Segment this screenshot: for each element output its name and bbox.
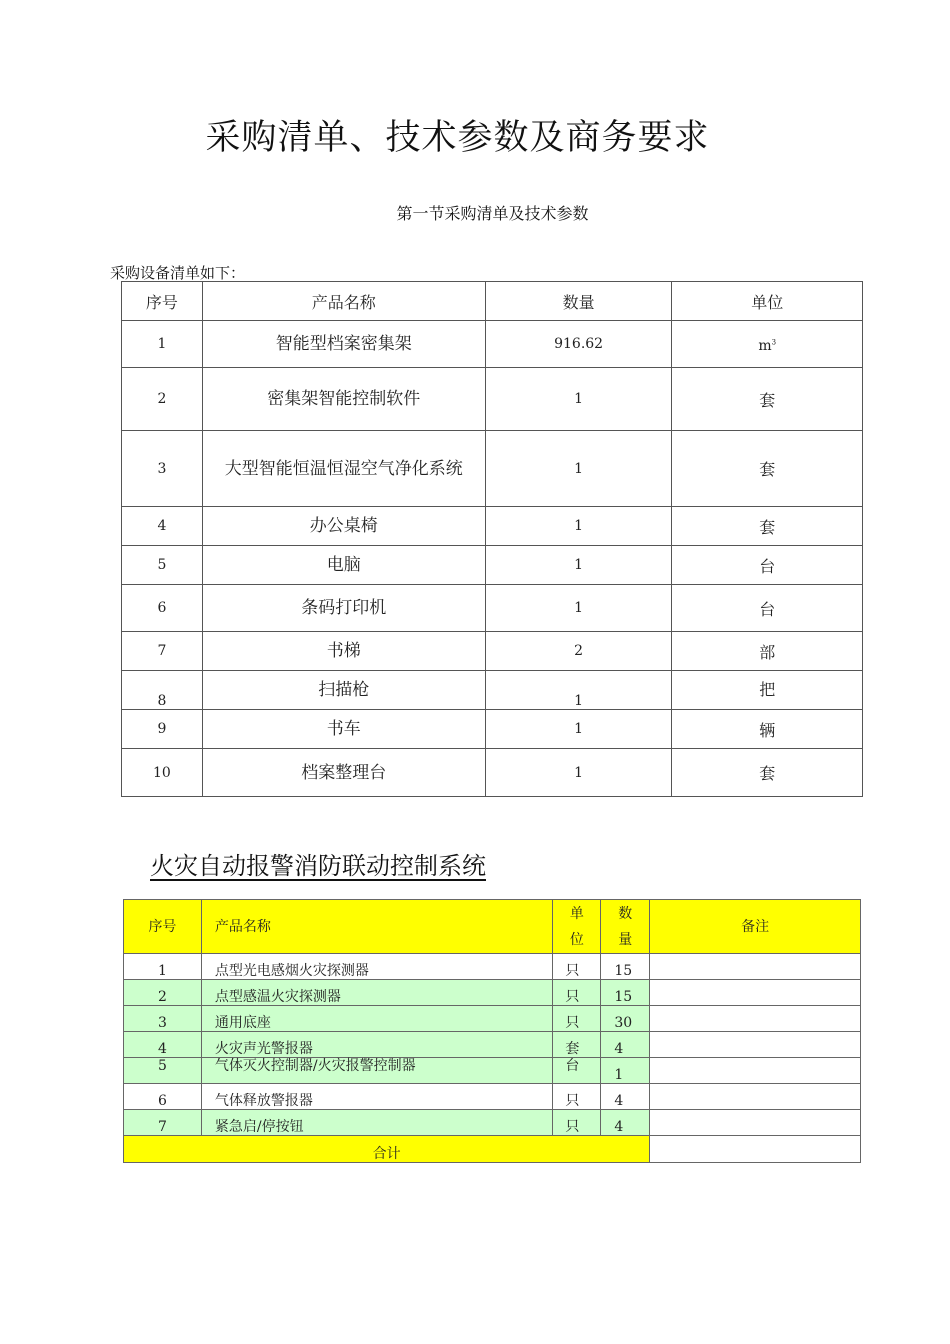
cell-no: 3 [122,431,203,507]
cell-unit: 台 [553,1058,601,1084]
cell-note [650,1084,861,1110]
header-no: 序号 [124,900,202,954]
cell-note [650,954,861,980]
cell-name [202,431,485,507]
fire-system-title: 火灾自动报警消防联动控制系统 [150,852,486,880]
cell-qty: 2 [485,632,672,671]
header-unit-2: 位 [569,931,584,948]
cell-no: 4 [122,507,203,546]
cell-unit: 套 [672,507,863,546]
cell-no: 10 [122,749,203,797]
table-row [122,710,863,749]
cell-qty: 1 [485,671,672,710]
cell-unit: 部 [672,632,863,671]
header-unit-1: 单 [569,905,584,922]
cell-no: 4 [124,1032,202,1058]
cell-unit: 套 [672,431,863,507]
table-row [122,507,863,546]
cell-note [650,1110,861,1136]
cell-qty: 1 [485,585,672,632]
cell-unit: 只 [553,954,601,980]
cell-unit: 套 [672,368,863,431]
cell-qty: 4 [601,1110,650,1136]
cell-no: 2 [122,368,203,431]
cell-unit: 台 [672,546,863,585]
header-unit [553,900,601,954]
cell-unit [672,321,863,368]
fire-table-row [124,980,861,1006]
cell-unit: 台 [672,585,863,632]
cell-name: 书梯 [202,632,485,671]
page-title: 采购清单、技术参数及商务要求 [205,118,710,158]
cell-name: 密集架智能控制软件 [202,368,485,431]
cell-qty: 15 [601,954,650,980]
cell-qty: 1 [485,749,672,797]
cell-name-text: 大型智能恒温恒湿空气净化系统 [224,458,463,479]
cell-unit: 辆 [672,710,863,749]
cell-no: 6 [124,1084,202,1110]
cell-qty: 916.62 [485,321,672,368]
fire-table-row [124,1006,861,1032]
cell-unit: 套 [672,749,863,797]
table-row [122,749,863,797]
cell-name: 点型光电感烟火灾探测器 [201,954,552,980]
cell-name: 通用底座 [201,1006,552,1032]
cell-qty: 15 [601,980,650,1006]
section-title: 第一节采购清单及技术参数 [396,204,589,223]
cell-unit: 套 [553,1032,601,1058]
cell-unit: 把 [672,671,863,710]
header-qty-2: 量 [618,931,633,948]
fire-table-total-row [124,1136,861,1163]
header-unit: 单位 [672,282,863,321]
cell-name: 档案整理台 [202,749,485,797]
fire-table-row [124,1110,861,1136]
cell-note [650,1058,861,1084]
table-header-row [122,282,863,321]
cell-no: 1 [122,321,203,368]
cell-note [650,1006,861,1032]
cell-qty: 30 [601,1006,650,1032]
cell-qty: 4 [601,1032,650,1058]
fire-table-header-row [124,900,861,954]
table-row [122,431,863,507]
fire-alarm-table [123,899,861,1163]
cell-no: 5 [124,1058,202,1084]
header-no: 序号 [122,282,203,321]
fire-table-row [124,954,861,980]
cell-qty: 1 [485,368,672,431]
cell-name: 智能型档案密集架 [202,321,485,368]
cell-qty: 1 [485,710,672,749]
cell-name: 电脑 [202,546,485,585]
cell-name: 条码打印机 [202,585,485,632]
cell-unit: 只 [553,1110,601,1136]
cell-qty: 1 [485,507,672,546]
cell-no: 7 [122,632,203,671]
cell-qty: 1 [485,431,672,507]
total-label: 合计 [124,1136,650,1163]
unit-sup: 3 [771,337,777,346]
cell-no: 7 [124,1110,202,1136]
table-row [122,585,863,632]
header-qty: 数量 [485,282,672,321]
cell-name: 气体灭火控制器/火灾报警控制器 [201,1058,552,1084]
cell-name: 火灾声光警报器 [201,1032,552,1058]
cell-no: 5 [122,546,203,585]
cell-name: 点型感温火灾探测器 [201,980,552,1006]
header-note: 备注 [650,900,861,954]
cell-no: 3 [124,1006,202,1032]
cell-name: 办公桌椅 [202,507,485,546]
cell-note [650,1032,861,1058]
header-name: 产品名称 [202,282,485,321]
fire-table-row [124,1058,861,1084]
table-row [122,368,863,431]
header-name: 产品名称 [201,900,552,954]
cell-qty: 4 [601,1084,650,1110]
cell-qty: 1 [601,1058,650,1084]
cell-name: 扫描枪 [202,671,485,710]
table-row [122,632,863,671]
cell-name: 紧急启/停按钮 [201,1110,552,1136]
fire-table-row [124,1084,861,1110]
cell-no: 2 [124,980,202,1006]
header-qty [601,900,650,954]
cell-no: 9 [122,710,203,749]
cell-no: 6 [122,585,203,632]
unit-base: m [758,337,772,354]
cell-unit: 只 [553,1006,601,1032]
table-row [122,546,863,585]
total-note [650,1136,861,1163]
table-row [122,671,863,710]
table-row [122,321,863,368]
intro-text: 采购设备清单如下： [110,264,246,282]
cell-note [650,980,861,1006]
cell-name: 书车 [202,710,485,749]
cell-name: 气体释放警报器 [201,1084,552,1110]
procurement-table [121,281,863,797]
cell-unit: 只 [553,980,601,1006]
cell-no: 8 [122,671,203,710]
cell-no: 1 [124,954,202,980]
cell-qty: 1 [485,546,672,585]
cell-unit: 只 [553,1084,601,1110]
header-qty-1: 数 [618,905,633,922]
fire-table-row [124,1032,861,1058]
